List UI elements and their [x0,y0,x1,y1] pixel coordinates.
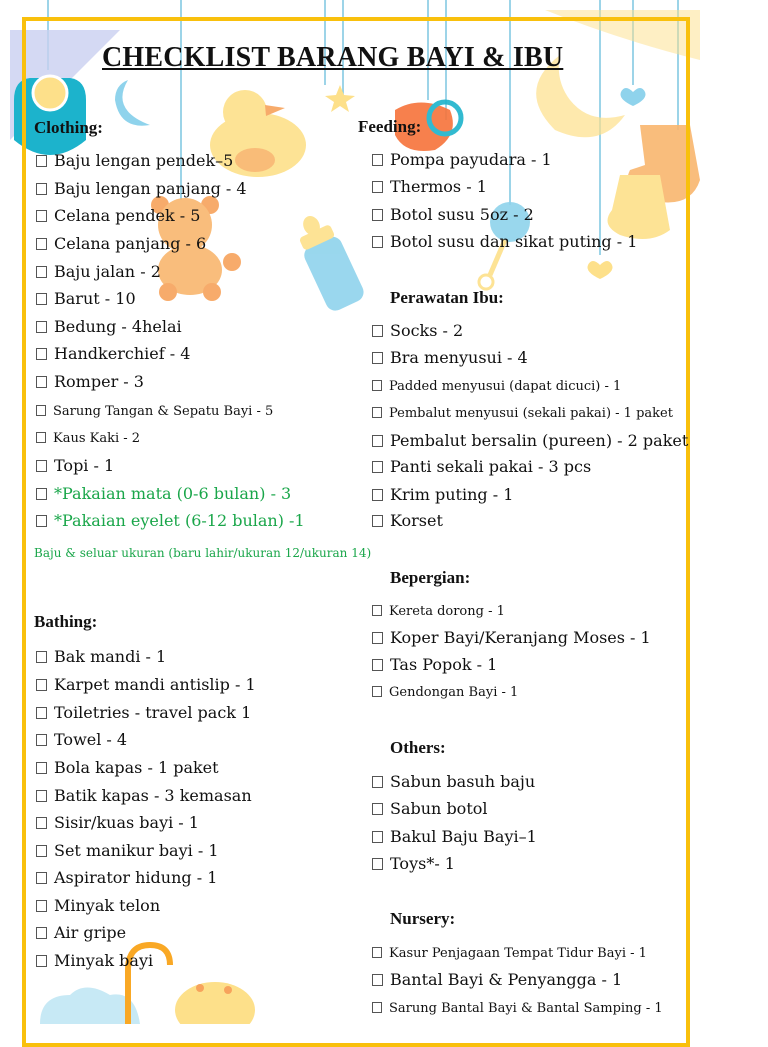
checklist-item-label: Barut - 10 [54,289,136,308]
checklist-item [372,970,622,990]
checklist-item-label: Kereta dorong - 1 [389,604,505,619]
checklist-item [36,179,247,199]
checklist-item [372,999,663,1019]
checkbox[interactable] [372,489,383,501]
checkbox[interactable] [36,155,47,167]
checklist-item-label: Korset [390,511,443,530]
checkbox[interactable] [36,210,47,222]
checklist-item [36,456,114,476]
checkbox[interactable] [36,238,47,250]
section-heading-bathing: Bathing: [34,612,98,631]
checklist-item-label: Pembalut menyusui (sekali pakai) - 1 paket [389,406,673,421]
checklist-item [372,602,505,622]
checklist-item-label: Minyak telon [54,896,161,915]
page-title: CHECKLIST BARANG BAYI & IBU [102,42,564,73]
checklist-item [36,317,182,337]
checklist-item [36,206,200,226]
checklist-item-label: Set manikur bayi - 1 [54,841,219,860]
checkbox[interactable] [372,659,383,671]
checkbox[interactable] [372,407,382,418]
checkbox[interactable] [36,293,47,305]
checkbox[interactable] [36,321,47,333]
checklist-item [372,799,488,819]
checklist-item [372,377,621,397]
checkbox[interactable] [372,632,383,644]
checklist-item [372,485,513,505]
checklist-item-label: Celana panjang - 6 [54,234,207,253]
checklist-item-label: Handkerchief - 4 [54,344,191,363]
checklist-item-label: Pembalut bersalin (pureen) - 2 paket [390,431,689,450]
checklist-item [36,289,136,309]
checklist-item [372,321,463,341]
checklist-item-label: Bedung - 4helai [54,317,182,336]
checkbox[interactable] [36,515,47,527]
checklist-item [36,730,127,750]
checkbox[interactable] [372,803,383,815]
checklist-item-label: Romper - 3 [54,372,144,391]
checklist-item-label: Air gripe [54,923,127,942]
checklist-item [36,429,140,449]
checklist-item [372,628,651,648]
checkbox[interactable] [36,845,47,857]
page-border [22,17,690,1047]
checkbox[interactable] [372,325,383,337]
checkbox[interactable] [36,405,46,416]
checklist-item [372,177,487,197]
checkbox[interactable] [36,734,47,746]
checklist-item [372,827,537,847]
checklist-item-label: Baju lengan pendek–5 [54,151,234,170]
checklist-item-label: Socks - 2 [390,321,464,340]
checklist-item-label: Sabun basuh baju [390,772,536,791]
checkbox[interactable] [372,605,382,616]
checkbox[interactable] [36,460,47,472]
section-heading-others: Others: [390,738,446,757]
checkbox[interactable] [372,461,383,473]
checkbox[interactable] [372,831,383,843]
checklist-item-label: Towel - 4 [54,730,128,749]
checklist-item-label: Toiletries - travel pack 1 [54,703,252,722]
checklist-item-label: Karpet mandi antislip - 1 [54,675,256,694]
checkbox[interactable] [372,515,383,527]
checklist-item-label: Sarung Bantal Bayi & Bantal Samping - 1 [389,1001,663,1016]
checklist-item [372,683,518,703]
checkbox[interactable] [372,947,382,958]
checklist-item-label: Aspirator hidung - 1 [54,868,218,887]
clothing-size-note: Baju & seluar ukuran (baru lahir/ukuran 12/ukuran 14) [34,546,372,560]
checkbox[interactable] [36,348,47,360]
checkbox[interactable] [36,790,47,802]
checkbox[interactable] [372,380,382,391]
checklist-item [36,344,190,364]
checkbox[interactable] [36,679,47,691]
checklist-item [372,772,535,792]
checklist-item [36,647,166,667]
section-heading-feeding: Feeding: [358,117,422,136]
checklist-item [36,234,206,254]
checkbox[interactable] [36,266,47,278]
checklist-item-label: Padded menyusui (dapat dicuci) - 1 [389,379,622,394]
checkbox[interactable] [372,154,383,166]
checkbox[interactable] [372,686,382,697]
checklist-item [372,232,637,252]
checkbox[interactable] [372,181,383,193]
checklist-item-label: Tas Popok - 1 [390,655,498,674]
checklist-item-label: Botol susu 5oz - 2 [390,205,534,224]
checkbox[interactable] [36,955,47,967]
checklist-item [36,402,273,422]
checkbox[interactable] [36,488,47,500]
checklist-item-label: Celana pendek - 5 [54,206,201,225]
checklist-item [36,896,160,916]
checklist-item [372,511,443,531]
checklist-item-label: Bakul Baju Bayi–1 [390,827,537,846]
checklist-item [372,404,673,424]
checkbox[interactable] [36,872,47,884]
checklist-item-label: Gendongan Bayi - 1 [389,685,519,700]
section-heading-nursery: Nursery: [390,909,456,928]
checklist-item-label: *Pakaian mata (0-6 bulan) - 3 [54,484,292,503]
checkbox[interactable] [372,1002,382,1013]
checkbox[interactable] [372,776,383,788]
checklist-item [36,511,305,531]
checklist-item [36,151,233,171]
checkbox[interactable] [372,236,383,248]
checkbox[interactable] [372,209,383,221]
checklist-item [36,372,144,392]
checklist-item-label: Minyak bayi [54,951,154,970]
checklist-item-label: Sarung Tangan & Sepatu Bayi - 5 [53,404,274,419]
checklist-item [372,348,528,368]
checkbox[interactable] [36,183,47,195]
checklist-item-label: Topi - 1 [54,456,115,475]
checklist-item [36,841,219,861]
checklist-item-label: Batik kapas - 3 kemasan [54,786,252,805]
section-heading-bepergian: Bepergian: [390,568,471,587]
checklist-item [372,655,497,675]
checkbox[interactable] [372,974,383,986]
checklist-item [36,786,252,806]
checklist-item-label: Krim puting - 1 [390,485,514,504]
checklist-item-label: Sabun botol [390,799,488,818]
checklist-item-label: Thermos - 1 [390,177,487,196]
section-heading-perawatan-ibu: Perawatan Ibu: [390,288,504,307]
checkbox[interactable] [36,900,47,912]
checklist-item-label: Bak mandi - 1 [54,647,167,666]
checkbox[interactable] [372,858,383,870]
checklist-item-label: Sisir/kuas bayi - 1 [54,813,199,832]
checklist-item-label: Kaus Kaki - 2 [53,431,141,446]
checklist-item-label: Botol susu dan sikat puting - 1 [390,232,638,251]
checkbox[interactable] [36,762,47,774]
checklist-item [36,813,199,833]
checklist-item [36,951,153,971]
checklist-item-label: Pompa payudara - 1 [390,150,552,169]
checklist-item [372,150,552,170]
checkbox[interactable] [36,651,47,663]
checkbox[interactable] [372,352,383,364]
checklist-item-label: *Pakaian eyelet (6-12 bulan) -1 [54,511,305,530]
checklist-item-label: Bra menyusui - 4 [390,348,528,367]
checklist-item-label: Koper Bayi/Keranjang Moses - 1 [390,628,651,647]
checkbox[interactable] [36,927,47,939]
checklist-item-label: Panti sekali pakai - 3 pcs [390,457,592,476]
checklist-item [36,923,126,943]
checklist-item [372,854,455,874]
checkbox[interactable] [36,376,47,388]
checklist-item [36,675,256,695]
checklist-item [36,484,291,504]
checklist-item-label: Baju jalan - 2 [54,262,161,281]
checkbox[interactable] [372,435,383,447]
checklist-item-label: Toys*- 1 [390,854,455,873]
checklist-item [372,205,534,225]
checklist-item-label: Bantal Bayi & Penyangga - 1 [390,970,623,989]
checklist-item [36,868,217,888]
checkbox[interactable] [36,432,46,443]
checklist-item-label: Bola kapas - 1 paket [54,758,219,777]
checklist-item [372,431,688,451]
checkbox[interactable] [36,817,47,829]
checklist-item [372,457,591,477]
checklist-item [36,703,251,723]
checklist-item-label: Baju lengan panjang - 4 [54,179,247,198]
checkbox[interactable] [36,707,47,719]
section-heading-clothing: Clothing: [34,118,103,137]
checklist-item [36,758,219,778]
checklist-item-label: Kasur Penjagaan Tempat Tidur Bayi - 1 [389,946,647,961]
checklist-item [36,262,161,282]
checklist-item [372,944,647,964]
